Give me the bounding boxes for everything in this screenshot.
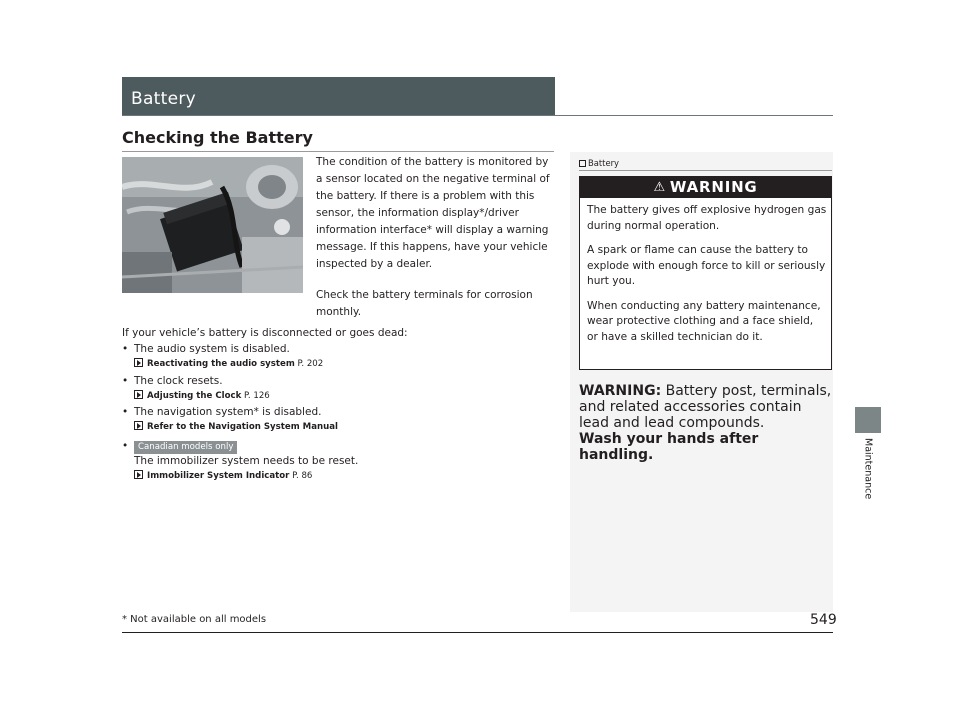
warning-text: The battery gives off explosive hydrogen gas during normal operation. (587, 204, 827, 232)
lead-warning: WARNING: Battery post, terminals, and related accessories contain lead and lead compounds. Wash your hands after handling. (579, 383, 834, 463)
page-number: 549 (810, 612, 837, 628)
reference-arrow-icon (579, 160, 586, 167)
battery-photo (122, 157, 303, 293)
chapter-tab (855, 407, 881, 433)
sidebar-heading: Battery (579, 158, 619, 168)
chapter-label: Maintenance (862, 438, 874, 500)
reference-arrow-icon (134, 470, 143, 479)
list-item: • The audio system is disabled. Reactivating the audio system P. 202 (122, 342, 552, 371)
warning-text: When conducting any battery maintenance, wear protective clothing and a face shield, or have a skilled technician do it. (587, 299, 821, 343)
item-text: The immobilizer system needs to be reset. (134, 455, 359, 467)
list-item: • The navigation system* is disabled. Refer to the Navigation System Manual (122, 405, 552, 434)
item-text: The audio system is disabled. (134, 343, 290, 355)
item-text: The clock resets. (134, 375, 223, 387)
intro-paragraph (316, 154, 554, 321)
reference-arrow-icon (134, 358, 143, 367)
warning-body (587, 203, 827, 354)
intro-text-2: Check the battery terminals for corrosion monthly. (316, 289, 533, 318)
list-item: • The clock resets. Adjusting the Clock P. 126 (122, 374, 552, 403)
cross-reference-link[interactable]: Refer to the Navigation System Manual (122, 420, 552, 434)
warning-triangle-icon: ⚠ (653, 179, 666, 195)
footer-rule (122, 632, 833, 633)
section-title: Battery (131, 89, 197, 109)
subheading-rule (122, 151, 554, 152)
reference-arrow-icon (134, 390, 143, 399)
footnote: * Not available on all models (122, 614, 267, 625)
cross-reference-link[interactable]: Reactivating the audio system P. 202 (122, 357, 552, 371)
disconnected-lead: If your vehicle’s battery is disconnected or goes dead: (122, 327, 408, 339)
list-item: • Canadian models only The immobilizer system needs to be reset. Immobilizer System Indicator P. 86 (122, 439, 552, 483)
reference-arrow-icon (134, 421, 143, 430)
warning-text: A spark or flame can cause the battery to explode with enough force to kill or seriously hurt you. (587, 244, 826, 287)
wash-hands-text: Wash your hands after handling. (579, 431, 759, 463)
subheading: Checking the Battery (122, 128, 313, 147)
item-text: The navigation system* is disabled. (134, 406, 322, 418)
cross-reference-link[interactable]: Adjusting the Clock P. 126 (122, 389, 552, 403)
warning-header: ⚠ WARNING (579, 176, 832, 198)
canadian-models-badge: Canadian models only (134, 441, 237, 454)
intro-text-1: The condition of the battery is monitored by a sensor located on the negative terminal of the battery. If there is a problem with this sensor, the information display*/driver information interface* will display a warning message. If this happens, have your vehicle inspected by a dealer. (316, 156, 550, 270)
header-rule (122, 115, 833, 116)
sidebar-rule (579, 170, 832, 171)
cross-reference-link[interactable]: Immobilizer System Indicator P. 86 (122, 469, 552, 483)
